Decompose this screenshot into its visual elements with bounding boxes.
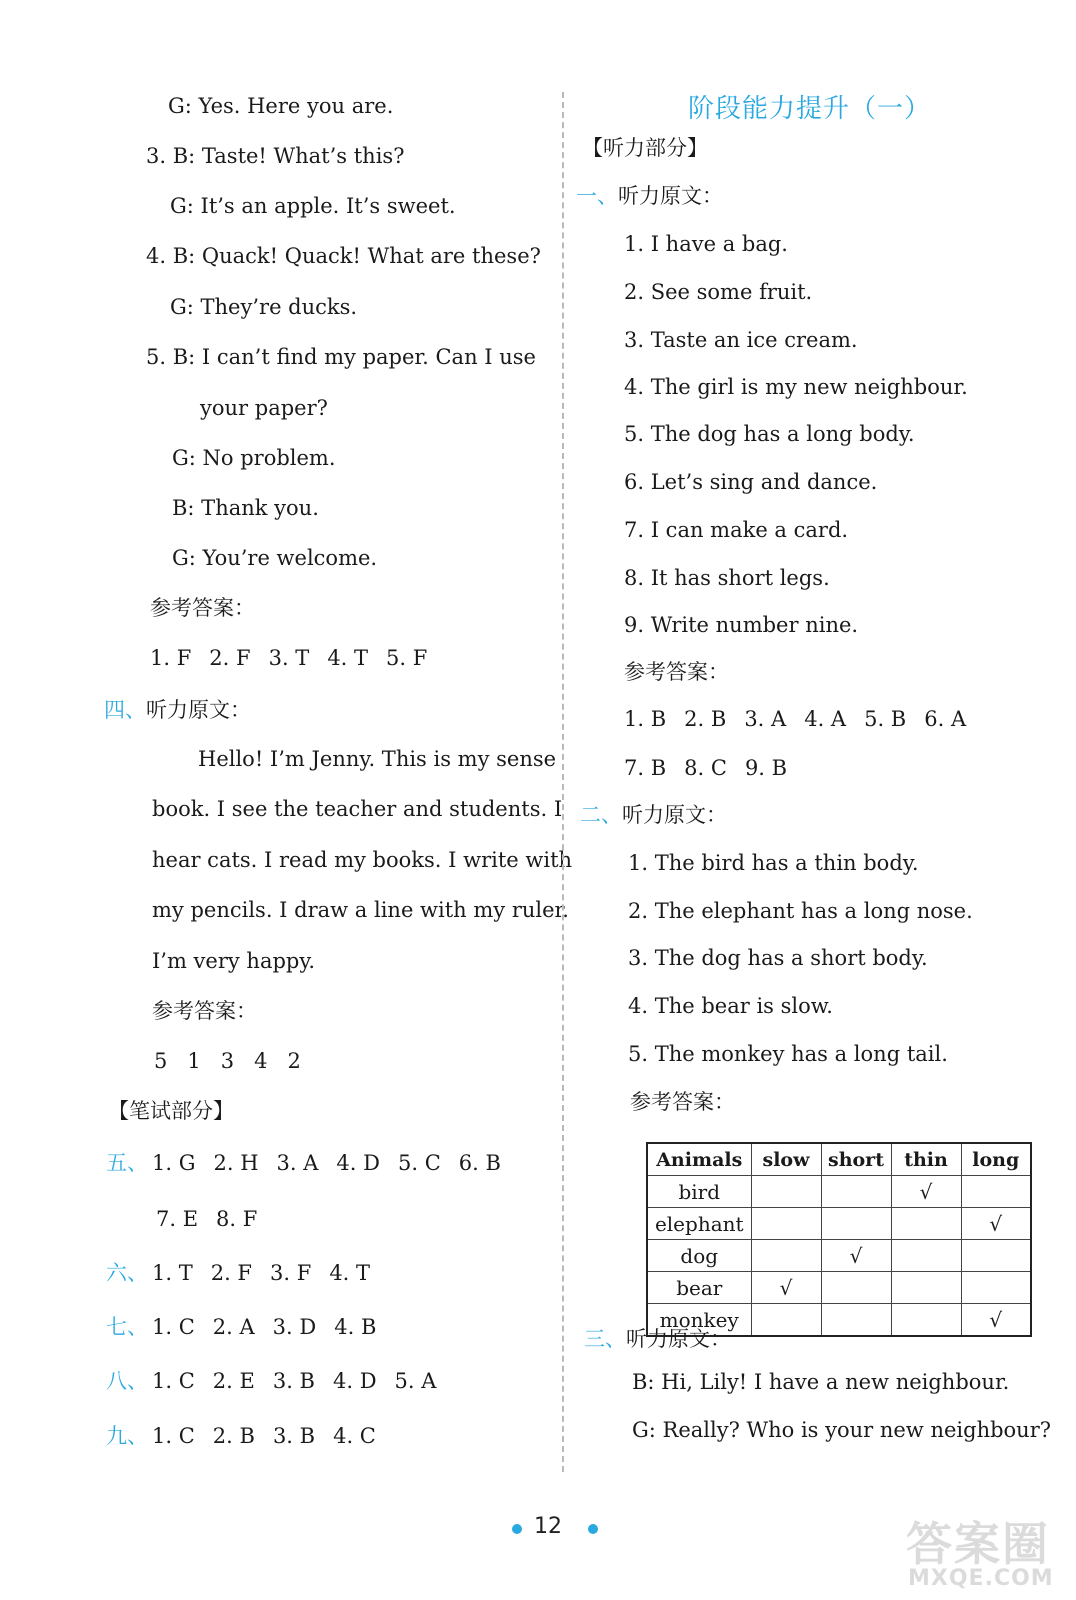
table-cell [821, 1272, 891, 1304]
page-title: 阶段能力提升（一） [688, 94, 932, 124]
transcript-line: 9. Write number nine. [624, 613, 859, 637]
passage-line: book. I see the teacher and students. I [152, 797, 563, 821]
transcript-line: 7. I can make a card. [624, 518, 849, 542]
table-cell [821, 1304, 891, 1337]
passage-line: my pencils. I draw a line with my ruler. [152, 898, 569, 922]
table-row [647, 1208, 1031, 1240]
table-cell [891, 1208, 961, 1240]
table-cell: dog [647, 1240, 751, 1272]
table-header: thin [891, 1143, 961, 1176]
section-six-answers: 六、 1. T 2. F 3. F 4. T [106, 1261, 371, 1285]
table-cell [821, 1176, 891, 1208]
transcript-line: 4. The girl is my new neighbour. [624, 375, 968, 399]
section-number: 八、 [106, 1369, 148, 1393]
table-cell [751, 1304, 821, 1337]
table-cell: √ [891, 1176, 961, 1208]
transcript-line: 2. See some fruit. [624, 280, 813, 304]
passage-line: hear cats. I read my books. I write with [152, 848, 573, 872]
transcript-line: 5. The monkey has a long tail. [628, 1042, 948, 1066]
table-cell: √ [821, 1240, 891, 1272]
table-row [647, 1240, 1031, 1272]
transcript-line: 3. The dog has a short body. [628, 946, 928, 970]
written-section-header: 【笔试部分】 [108, 1099, 234, 1123]
transcript-line: G: Really? Who is your new neighbour? [632, 1418, 1052, 1442]
table-header-row [647, 1143, 1031, 1176]
dialog-line: your paper? [200, 396, 328, 420]
table-row [647, 1176, 1031, 1208]
reference-answer-label: 参考答案： [630, 1090, 735, 1114]
section-number: 二、 [580, 803, 622, 827]
dialog-line: G: It’s an apple. It’s sweet. [170, 194, 456, 218]
transcript-line: 6. Let’s sing and dance. [624, 470, 878, 494]
table-cell [891, 1272, 961, 1304]
table-cell: √ [751, 1272, 821, 1304]
section-number: 六、 [106, 1261, 148, 1285]
transcript-line: 4. The bear is slow. [628, 994, 833, 1018]
section-title: 听力原文： [626, 1327, 731, 1351]
dialog-line: 4. B: Quack! Quack! What are these? [146, 244, 541, 268]
answer-row: 7. B 8. C 9. B [624, 756, 788, 780]
section-one-heading [576, 184, 723, 209]
table-header: short [821, 1143, 891, 1176]
watermark-url: MXQE.COM [908, 1566, 1054, 1591]
section-title: 听力原文： [146, 698, 251, 722]
table-cell [961, 1272, 1031, 1304]
dialog-line: G: They’re ducks. [170, 295, 358, 319]
dialog-line: B: Thank you. [172, 496, 319, 520]
reference-answer-label: 参考答案： [152, 999, 257, 1023]
answer-row: 1. F 2. F 3. T 4. T 5. F [150, 646, 428, 670]
dialog-line: 3. B: Taste! What’s this? [146, 144, 405, 168]
column-divider [562, 92, 564, 1472]
section-four-heading [104, 698, 251, 723]
dialog-line: 5. B: I can’t find my paper. Can I use [146, 345, 536, 369]
passage-line: I’m very happy. [152, 949, 316, 973]
reference-answer-label: 参考答案： [624, 660, 729, 684]
section-seven-answers: 七、 1. C 2. A 3. D 4. B [106, 1315, 377, 1339]
table-cell: √ [961, 1304, 1031, 1337]
dialog-line: G: You’re welcome. [172, 546, 378, 570]
section-two-heading [580, 803, 727, 828]
section-number: 五、 [106, 1151, 148, 1175]
transcript-line: 2. The elephant has a long nose. [628, 899, 973, 923]
table-row [647, 1272, 1031, 1304]
page-number-dot-left [512, 1524, 522, 1534]
answer-row: 7. E 8. F [156, 1207, 258, 1231]
reference-answer-label: 参考答案： [150, 596, 255, 620]
table-cell: monkey [647, 1304, 751, 1337]
dialog-line: G: No problem. [172, 446, 336, 470]
table-cell [821, 1208, 891, 1240]
section-number: 三、 [584, 1327, 626, 1351]
watermark-text: 答案圈 [906, 1517, 1050, 1571]
section-number: 九、 [106, 1424, 148, 1448]
table-header: slow [751, 1143, 821, 1176]
listening-section-header: 【听力部分】 [582, 136, 708, 160]
transcript-line: B: Hi, Lily! I have a new neighbour. [632, 1370, 1010, 1394]
table-cell: elephant [647, 1208, 751, 1240]
section-eight-answers: 八、 1. C 2. E 3. B 4. D 5. A [106, 1369, 437, 1393]
table-cell: √ [961, 1208, 1031, 1240]
table-cell: bird [647, 1176, 751, 1208]
watermark-logo [906, 1508, 1066, 1596]
table-cell [961, 1176, 1031, 1208]
table-cell: bear [647, 1272, 751, 1304]
transcript-line: 3. Taste an ice cream. [624, 328, 858, 352]
transcript-line: 1. The bird has a thin body. [628, 851, 919, 875]
table-cell [891, 1240, 961, 1272]
table-cell [751, 1176, 821, 1208]
table-header: Animals [647, 1143, 751, 1176]
section-nine-answers: 九、 1. C 2. B 3. B 4. C [106, 1424, 376, 1448]
table-header: long [961, 1143, 1031, 1176]
table-cell [891, 1304, 961, 1337]
table-cell [751, 1240, 821, 1272]
passage-line: Hello! I’m Jenny. This is my sense [198, 747, 557, 771]
answer-table [646, 1142, 1032, 1337]
page-number-dot-right [588, 1524, 598, 1534]
table-cell [961, 1240, 1031, 1272]
transcript-line: 1. I have a bag. [624, 232, 788, 256]
section-number: 一、 [576, 184, 618, 208]
section-title: 听力原文： [622, 803, 727, 827]
dialog-line: G: Yes. Here you are. [168, 94, 394, 118]
section-number: 四、 [104, 698, 146, 722]
table-cell [751, 1208, 821, 1240]
answer-row: 1. B 2. B 3. A 4. A 5. B 6. A [624, 707, 967, 731]
page-number: 12 [534, 1514, 562, 1539]
answer-row: 5 1 3 4 2 [154, 1049, 301, 1073]
section-three-heading [584, 1327, 731, 1352]
section-number: 七、 [106, 1315, 148, 1339]
transcript-line: 8. It has short legs. [624, 566, 830, 590]
section-title: 听力原文： [618, 184, 723, 208]
transcript-line: 5. The dog has a long body. [624, 422, 915, 446]
section-five-answers: 五、 1. G 2. H 3. A 4. D 5. C 6. B [106, 1151, 501, 1175]
